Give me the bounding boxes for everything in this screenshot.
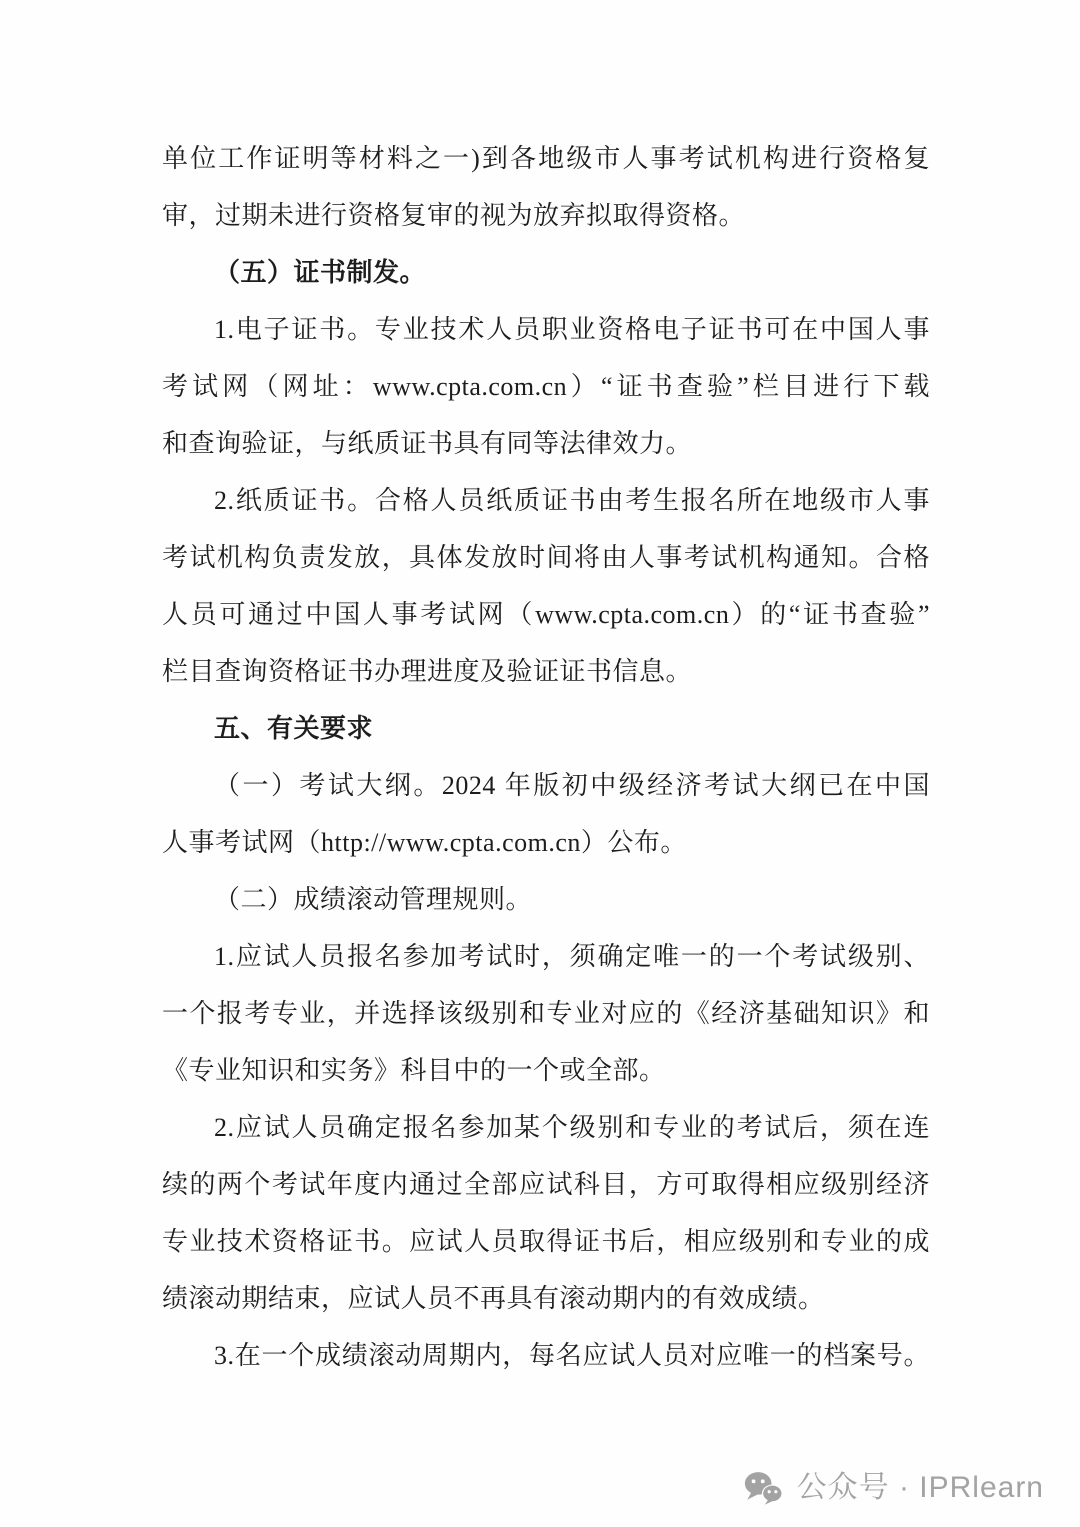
text-line: 人事考试网（http://www.cpta.com.cn）公布。 — [162, 828, 687, 857]
text-line: 绩滚动期结束，应试人员不再具有滚动期内的有效成绩。 — [162, 1284, 825, 1313]
text-line: 专业技术资格证书。应试人员取得证书后，相应级别和专业的成 — [162, 1227, 930, 1256]
text-line: 考试机构负责发放，具体发放时间将由人事考试机构通知。合格 — [162, 543, 930, 572]
text-line: 2.应试人员确定报名参加某个级别和专业的考试后，须在连 — [214, 1113, 930, 1142]
wechat-icon — [744, 1471, 784, 1505]
text-line: 和查询验证，与纸质证书具有同等法律效力。 — [162, 429, 693, 458]
text-line: （二）成绩滚动管理规则。 — [214, 885, 533, 914]
document-body — [162, 130, 930, 1384]
text-line: 一个报考专业，并选择该级别和专业对应的《经济基础知识》和 — [162, 999, 930, 1028]
chapter-heading: 五、有关要求 — [214, 714, 374, 743]
text-line: 3.在一个成绩滚动周期内，每名应试人员对应唯一的档案号。 — [214, 1341, 930, 1370]
text-line: 2.纸质证书。合格人员纸质证书由考生报名所在地级市人事 — [214, 486, 930, 515]
section-heading: （五）证书制发。 — [214, 258, 427, 287]
watermark-label: 公众号 · IPRlearn — [796, 1471, 1044, 1504]
text-line: 1.电子证书。专业技术人员职业资格电子证书可在中国人事 — [214, 315, 930, 344]
text-line: 人员可通过中国人事考试网（www.cpta.com.cn）的“证书查验” — [162, 600, 930, 629]
text-line: 《专业知识和实务》科目中的一个或全部。 — [162, 1056, 666, 1085]
text-line: 考试网（网址：www.cpta.com.cn）“证书查验”栏目进行下载 — [162, 372, 930, 401]
text-line: 单位工作证明等材料之一)到各地级市人事考试机构进行资格复 — [162, 144, 930, 173]
wechat-watermark — [744, 1471, 1044, 1505]
text-line: 审，过期未进行资格复审的视为放弃拟取得资格。 — [162, 201, 746, 230]
text-line: 1.应试人员报名参加考试时，须确定唯一的一个考试级别、 — [214, 942, 930, 971]
text-line: （一）考试大纲。2024 年版初中级经济考试大纲已在中国 — [214, 771, 930, 800]
text-line: 续的两个考试年度内通过全部应试科目，方可取得相应级别经济 — [162, 1170, 930, 1199]
text-line: 栏目查询资格证书办理进度及验证证书信息。 — [162, 657, 693, 686]
